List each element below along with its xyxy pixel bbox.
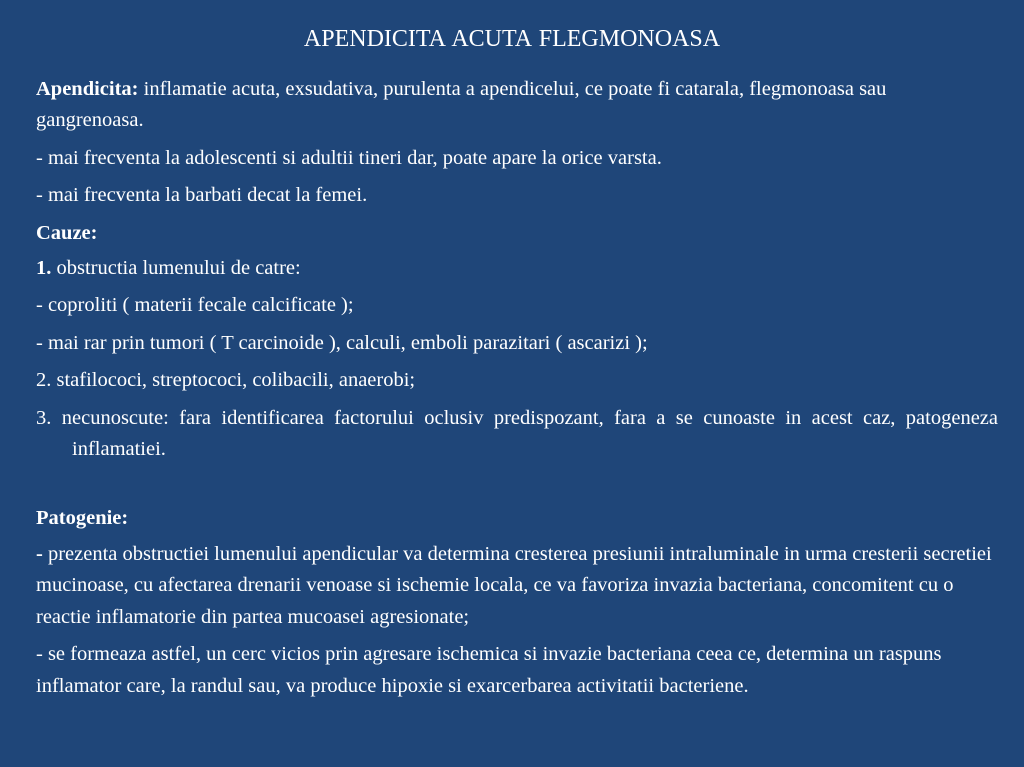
paragraph-age-frequency: - mai frecventa la adolescenti si adultii tineri dar, poate apare la orice varsta. xyxy=(36,146,662,169)
paragraph-cause-2: 2. stafilococi, streptococi, colibacili, anaerobi; xyxy=(36,369,416,392)
slide-title: APENDICITA ACUTA FLEGMONOASA xyxy=(303,26,721,52)
paragraph-patogenie-2: - se formeaza astfel, un cerc vicios prin agresare ischemica si invazie bacteriana ceea ce, determina un raspuns inflamator care, la randul sau, va produce hipoxie si exarcerbarea activitatii bacteriene. xyxy=(36,643,942,697)
paragraph-coproliti: - coproliti ( materii fecale calcificate ); xyxy=(36,294,354,317)
heading-text: Patogenie: xyxy=(36,507,129,530)
bold-term: Apendicita: xyxy=(36,78,139,100)
heading-patogenie xyxy=(36,503,998,534)
heading-cauze xyxy=(36,218,998,249)
paragraph-cause-1 xyxy=(36,253,998,284)
slide-body xyxy=(36,74,998,708)
paragraph-patogenie-1 xyxy=(36,539,998,633)
paragraph-text: inflamatie acuta, exsudativa, purulenta a apendicelui, ce poate fi catarala, flegmonoasa sau gangrenoasa. xyxy=(36,78,887,132)
list-number: 1. xyxy=(36,257,52,280)
paragraph-apendicita-definition xyxy=(36,74,998,137)
paragraph-tumori: - mai rar prin tumori ( T carcinoide ), calculi, emboli parazitari ( ascarizi ); xyxy=(36,331,648,354)
paragraph-sex-frequency: - mai frecventa la barbati decat la femei. xyxy=(36,184,368,207)
bullet-dash: - xyxy=(36,542,43,565)
paragraph-cause-3: 3. necunoscute: fara identificarea factorului oclusiv predispozant, fara a se cunoaste in acest caz, patogeneza inflamatiei. xyxy=(36,406,998,461)
paragraph-text: obstructia lumenului de catre: xyxy=(51,257,301,280)
paragraph-text: prezenta obstructiei lumenului apendicular va determina cresterea presiunii intraluminale in urma cresterii secretiei mucinoase, cu afectarea drenarii venoase si ischemie locala, ce va favoriza invazia bacteriana, concomitent cu o reactie inflamatorie din partea mucoasei agresionate; xyxy=(36,542,992,628)
heading-text: Cauze: xyxy=(36,221,98,244)
